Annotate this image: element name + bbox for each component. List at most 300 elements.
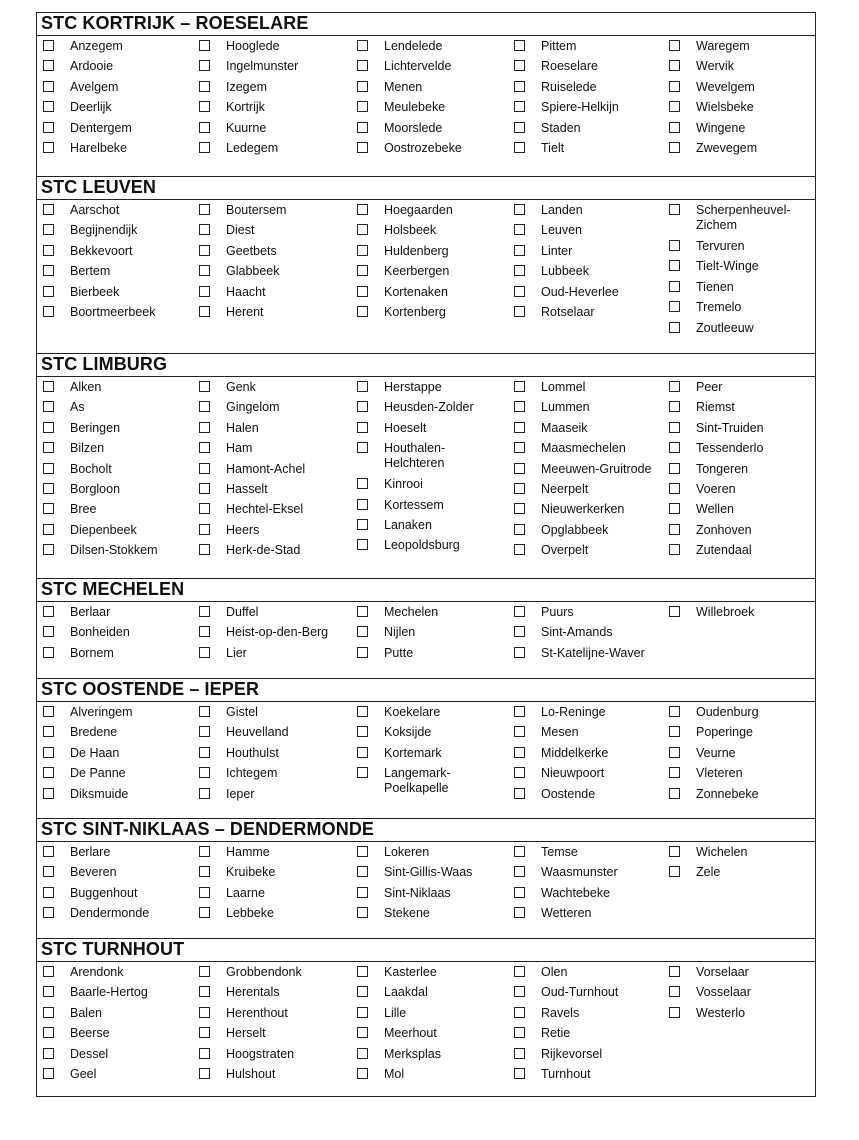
municipality-option[interactable] <box>667 380 823 400</box>
municipality-option[interactable] <box>41 400 197 420</box>
checkbox[interactable] <box>199 1048 210 1059</box>
municipality-option[interactable] <box>355 1067 511 1087</box>
municipality-option[interactable] <box>667 605 823 625</box>
municipality-option[interactable] <box>355 121 511 141</box>
checkbox[interactable] <box>514 767 525 778</box>
municipality-option[interactable] <box>41 1067 197 1087</box>
checkbox[interactable] <box>669 788 680 799</box>
checkbox[interactable] <box>199 606 210 617</box>
municipality-option[interactable] <box>667 1006 823 1026</box>
checkbox[interactable] <box>43 767 54 778</box>
municipality-option[interactable] <box>667 725 823 745</box>
municipality-option[interactable] <box>197 80 353 100</box>
checkbox[interactable] <box>514 606 525 617</box>
municipality-option[interactable] <box>512 285 668 305</box>
municipality-option[interactable] <box>197 59 353 79</box>
checkbox[interactable] <box>357 245 368 256</box>
checkbox[interactable] <box>514 60 525 71</box>
municipality-option[interactable] <box>512 223 668 243</box>
municipality-option[interactable] <box>41 965 197 985</box>
checkbox[interactable] <box>199 887 210 898</box>
municipality-option[interactable] <box>197 244 353 264</box>
municipality-option[interactable] <box>197 746 353 766</box>
municipality-option[interactable] <box>512 605 668 625</box>
municipality-option[interactable] <box>197 1006 353 1026</box>
municipality-option[interactable] <box>41 59 197 79</box>
municipality-option[interactable] <box>197 705 353 725</box>
checkbox[interactable] <box>43 1027 54 1038</box>
checkbox[interactable] <box>43 142 54 153</box>
checkbox[interactable] <box>514 265 525 276</box>
checkbox[interactable] <box>357 478 368 489</box>
municipality-option[interactable] <box>197 906 353 926</box>
municipality-option[interactable] <box>197 605 353 625</box>
municipality-option[interactable] <box>355 725 511 745</box>
municipality-option[interactable] <box>41 746 197 766</box>
checkbox[interactable] <box>357 306 368 317</box>
municipality-option[interactable] <box>41 725 197 745</box>
municipality-option[interactable] <box>197 1067 353 1087</box>
checkbox[interactable] <box>357 81 368 92</box>
checkbox[interactable] <box>514 1027 525 1038</box>
checkbox[interactable] <box>669 260 680 271</box>
municipality-option[interactable] <box>512 121 668 141</box>
checkbox[interactable] <box>669 122 680 133</box>
checkbox[interactable] <box>199 142 210 153</box>
municipality-option[interactable] <box>41 886 197 906</box>
checkbox[interactable] <box>669 1007 680 1018</box>
municipality-option[interactable] <box>512 244 668 264</box>
checkbox[interactable] <box>514 626 525 637</box>
municipality-option[interactable] <box>512 1026 668 1046</box>
checkbox[interactable] <box>43 306 54 317</box>
municipality-option[interactable] <box>197 462 353 482</box>
municipality-option[interactable] <box>512 523 668 543</box>
municipality-option[interactable] <box>355 965 511 985</box>
municipality-option[interactable] <box>197 965 353 985</box>
checkbox[interactable] <box>43 204 54 215</box>
municipality-option[interactable] <box>41 1047 197 1067</box>
municipality-option[interactable] <box>355 605 511 625</box>
checkbox[interactable] <box>669 544 680 555</box>
checkbox[interactable] <box>357 1048 368 1059</box>
municipality-option[interactable] <box>512 502 668 522</box>
municipality-option[interactable] <box>512 906 668 926</box>
checkbox[interactable] <box>199 966 210 977</box>
municipality-option[interactable] <box>667 965 823 985</box>
municipality-option[interactable] <box>667 462 823 482</box>
municipality-option[interactable] <box>41 462 197 482</box>
checkbox[interactable] <box>514 442 525 453</box>
checkbox[interactable] <box>669 401 680 412</box>
checkbox[interactable] <box>43 122 54 133</box>
municipality-option[interactable] <box>512 380 668 400</box>
municipality-option[interactable] <box>667 985 823 1005</box>
municipality-option[interactable] <box>667 746 823 766</box>
municipality-option[interactable] <box>355 498 511 518</box>
checkbox[interactable] <box>199 767 210 778</box>
municipality-option[interactable] <box>512 141 668 161</box>
municipality-option[interactable] <box>667 203 823 239</box>
checkbox[interactable] <box>357 986 368 997</box>
checkbox[interactable] <box>199 1007 210 1018</box>
municipality-option[interactable] <box>667 259 823 279</box>
checkbox[interactable] <box>199 286 210 297</box>
checkbox[interactable] <box>669 142 680 153</box>
municipality-option[interactable] <box>512 100 668 120</box>
checkbox[interactable] <box>514 503 525 514</box>
municipality-option[interactable] <box>41 305 197 325</box>
checkbox[interactable] <box>43 60 54 71</box>
checkbox[interactable] <box>43 647 54 658</box>
municipality-option[interactable] <box>197 1026 353 1046</box>
municipality-option[interactable] <box>512 39 668 59</box>
checkbox[interactable] <box>43 706 54 717</box>
municipality-option[interactable] <box>197 787 353 807</box>
checkbox[interactable] <box>357 866 368 877</box>
checkbox[interactable] <box>43 81 54 92</box>
municipality-option[interactable] <box>355 421 511 441</box>
checkbox[interactable] <box>199 866 210 877</box>
municipality-option[interactable] <box>41 80 197 100</box>
checkbox[interactable] <box>514 463 525 474</box>
municipality-option[interactable] <box>41 906 197 926</box>
municipality-option[interactable] <box>667 100 823 120</box>
municipality-option[interactable] <box>41 285 197 305</box>
checkbox[interactable] <box>357 519 368 530</box>
municipality-option[interactable] <box>197 203 353 223</box>
checkbox[interactable] <box>669 281 680 292</box>
checkbox[interactable] <box>357 966 368 977</box>
municipality-option[interactable] <box>41 865 197 885</box>
checkbox[interactable] <box>43 1068 54 1079</box>
checkbox[interactable] <box>43 606 54 617</box>
checkbox[interactable] <box>514 747 525 758</box>
checkbox[interactable] <box>514 81 525 92</box>
municipality-option[interactable] <box>41 523 197 543</box>
municipality-option[interactable] <box>512 305 668 325</box>
checkbox[interactable] <box>669 442 680 453</box>
checkbox[interactable] <box>357 539 368 550</box>
checkbox[interactable] <box>199 986 210 997</box>
municipality-option[interactable] <box>355 223 511 243</box>
checkbox[interactable] <box>357 846 368 857</box>
municipality-option[interactable] <box>197 421 353 441</box>
municipality-option[interactable] <box>667 766 823 786</box>
checkbox[interactable] <box>514 142 525 153</box>
municipality-option[interactable] <box>512 725 668 745</box>
checkbox[interactable] <box>43 265 54 276</box>
municipality-option[interactable] <box>197 646 353 666</box>
municipality-option[interactable] <box>512 625 668 645</box>
checkbox[interactable] <box>357 606 368 617</box>
checkbox[interactable] <box>357 286 368 297</box>
municipality-option[interactable] <box>197 1047 353 1067</box>
municipality-option[interactable] <box>197 380 353 400</box>
checkbox[interactable] <box>199 224 210 235</box>
municipality-option[interactable] <box>355 80 511 100</box>
municipality-option[interactable] <box>41 845 197 865</box>
checkbox[interactable] <box>514 422 525 433</box>
checkbox[interactable] <box>199 788 210 799</box>
checkbox[interactable] <box>514 1068 525 1079</box>
municipality-option[interactable] <box>512 421 668 441</box>
checkbox[interactable] <box>357 40 368 51</box>
municipality-option[interactable] <box>197 845 353 865</box>
municipality-option[interactable] <box>197 766 353 786</box>
municipality-option[interactable] <box>355 1047 511 1067</box>
checkbox[interactable] <box>357 101 368 112</box>
municipality-option[interactable] <box>41 1026 197 1046</box>
municipality-option[interactable] <box>355 705 511 725</box>
checkbox[interactable] <box>357 706 368 717</box>
municipality-option[interactable] <box>355 59 511 79</box>
municipality-option[interactable] <box>41 605 197 625</box>
checkbox[interactable] <box>357 1027 368 1038</box>
checkbox[interactable] <box>199 122 210 133</box>
checkbox[interactable] <box>199 40 210 51</box>
checkbox[interactable] <box>199 544 210 555</box>
municipality-option[interactable] <box>512 705 668 725</box>
municipality-option[interactable] <box>355 906 511 926</box>
checkbox[interactable] <box>514 706 525 717</box>
municipality-option[interactable] <box>667 845 823 865</box>
municipality-option[interactable] <box>667 787 823 807</box>
checkbox[interactable] <box>514 401 525 412</box>
municipality-option[interactable] <box>41 543 197 563</box>
checkbox[interactable] <box>357 401 368 412</box>
checkbox[interactable] <box>669 301 680 312</box>
municipality-option[interactable] <box>355 264 511 284</box>
municipality-option[interactable] <box>197 223 353 243</box>
checkbox[interactable] <box>514 306 525 317</box>
municipality-option[interactable] <box>355 538 511 558</box>
checkbox[interactable] <box>357 60 368 71</box>
checkbox[interactable] <box>514 846 525 857</box>
checkbox[interactable] <box>514 866 525 877</box>
checkbox[interactable] <box>43 986 54 997</box>
municipality-option[interactable] <box>667 705 823 725</box>
checkbox[interactable] <box>43 626 54 637</box>
checkbox[interactable] <box>199 1068 210 1079</box>
municipality-option[interactable] <box>667 80 823 100</box>
municipality-option[interactable] <box>667 39 823 59</box>
municipality-option[interactable] <box>512 400 668 420</box>
municipality-option[interactable] <box>197 400 353 420</box>
checkbox[interactable] <box>357 381 368 392</box>
checkbox[interactable] <box>43 40 54 51</box>
municipality-option[interactable] <box>512 203 668 223</box>
municipality-option[interactable] <box>355 886 511 906</box>
municipality-option[interactable] <box>41 223 197 243</box>
checkbox[interactable] <box>514 544 525 555</box>
checkbox[interactable] <box>199 726 210 737</box>
checkbox[interactable] <box>514 907 525 918</box>
checkbox[interactable] <box>199 706 210 717</box>
checkbox[interactable] <box>43 524 54 535</box>
checkbox[interactable] <box>514 524 525 535</box>
checkbox[interactable] <box>199 647 210 658</box>
municipality-option[interactable] <box>512 441 668 461</box>
municipality-option[interactable] <box>41 264 197 284</box>
municipality-option[interactable] <box>197 141 353 161</box>
municipality-option[interactable] <box>667 300 823 320</box>
municipality-option[interactable] <box>41 121 197 141</box>
checkbox[interactable] <box>199 483 210 494</box>
checkbox[interactable] <box>669 81 680 92</box>
checkbox[interactable] <box>357 1068 368 1079</box>
checkbox[interactable] <box>199 245 210 256</box>
municipality-option[interactable] <box>41 646 197 666</box>
municipality-option[interactable] <box>512 1047 668 1067</box>
checkbox[interactable] <box>514 788 525 799</box>
checkbox[interactable] <box>669 726 680 737</box>
checkbox[interactable] <box>43 245 54 256</box>
checkbox[interactable] <box>514 647 525 658</box>
checkbox[interactable] <box>199 265 210 276</box>
checkbox[interactable] <box>514 381 525 392</box>
checkbox[interactable] <box>43 503 54 514</box>
municipality-option[interactable] <box>667 523 823 543</box>
municipality-option[interactable] <box>197 100 353 120</box>
municipality-option[interactable] <box>512 985 668 1005</box>
checkbox[interactable] <box>357 887 368 898</box>
municipality-option[interactable] <box>355 39 511 59</box>
municipality-option[interactable] <box>355 746 511 766</box>
municipality-option[interactable] <box>197 441 353 461</box>
checkbox[interactable] <box>43 101 54 112</box>
municipality-option[interactable] <box>667 865 823 885</box>
checkbox[interactable] <box>514 986 525 997</box>
checkbox[interactable] <box>669 986 680 997</box>
checkbox[interactable] <box>669 483 680 494</box>
checkbox[interactable] <box>669 204 680 215</box>
municipality-option[interactable] <box>355 985 511 1005</box>
checkbox[interactable] <box>199 381 210 392</box>
municipality-option[interactable] <box>512 865 668 885</box>
municipality-option[interactable] <box>197 985 353 1005</box>
municipality-option[interactable] <box>197 285 353 305</box>
municipality-option[interactable] <box>355 1006 511 1026</box>
municipality-option[interactable] <box>512 787 668 807</box>
municipality-option[interactable] <box>355 646 511 666</box>
checkbox[interactable] <box>669 767 680 778</box>
municipality-option[interactable] <box>197 39 353 59</box>
checkbox[interactable] <box>43 422 54 433</box>
municipality-option[interactable] <box>41 766 197 786</box>
municipality-option[interactable] <box>41 380 197 400</box>
checkbox[interactable] <box>199 524 210 535</box>
checkbox[interactable] <box>357 647 368 658</box>
municipality-option[interactable] <box>512 646 668 666</box>
checkbox[interactable] <box>669 322 680 333</box>
municipality-option[interactable] <box>355 1026 511 1046</box>
municipality-option[interactable] <box>667 400 823 420</box>
municipality-option[interactable] <box>41 1006 197 1026</box>
municipality-option[interactable] <box>512 462 668 482</box>
checkbox[interactable] <box>199 503 210 514</box>
checkbox[interactable] <box>514 726 525 737</box>
checkbox[interactable] <box>514 245 525 256</box>
checkbox[interactable] <box>669 101 680 112</box>
checkbox[interactable] <box>514 204 525 215</box>
checkbox[interactable] <box>357 1007 368 1018</box>
municipality-option[interactable] <box>197 725 353 745</box>
checkbox[interactable] <box>669 60 680 71</box>
checkbox[interactable] <box>514 1048 525 1059</box>
municipality-option[interactable] <box>41 244 197 264</box>
checkbox[interactable] <box>669 422 680 433</box>
checkbox[interactable] <box>669 381 680 392</box>
municipality-option[interactable] <box>667 421 823 441</box>
municipality-option[interactable] <box>197 482 353 502</box>
checkbox[interactable] <box>357 265 368 276</box>
municipality-option[interactable] <box>667 543 823 563</box>
checkbox[interactable] <box>514 483 525 494</box>
municipality-option[interactable] <box>197 886 353 906</box>
municipality-option[interactable] <box>41 421 197 441</box>
checkbox[interactable] <box>669 706 680 717</box>
municipality-option[interactable] <box>355 305 511 325</box>
checkbox[interactable] <box>43 1048 54 1059</box>
municipality-option[interactable] <box>355 477 511 497</box>
checkbox[interactable] <box>357 626 368 637</box>
municipality-option[interactable] <box>41 39 197 59</box>
municipality-option[interactable] <box>667 441 823 461</box>
checkbox[interactable] <box>43 887 54 898</box>
checkbox[interactable] <box>357 422 368 433</box>
municipality-option[interactable] <box>41 502 197 522</box>
checkbox[interactable] <box>514 40 525 51</box>
municipality-option[interactable] <box>355 518 511 538</box>
checkbox[interactable] <box>43 224 54 235</box>
municipality-option[interactable] <box>355 141 511 161</box>
checkbox[interactable] <box>43 846 54 857</box>
checkbox[interactable] <box>357 907 368 918</box>
checkbox[interactable] <box>669 524 680 535</box>
municipality-option[interactable] <box>667 239 823 259</box>
municipality-option[interactable] <box>41 705 197 725</box>
checkbox[interactable] <box>43 442 54 453</box>
checkbox[interactable] <box>199 306 210 317</box>
checkbox[interactable] <box>199 747 210 758</box>
checkbox[interactable] <box>514 101 525 112</box>
municipality-option[interactable] <box>667 482 823 502</box>
checkbox[interactable] <box>357 767 368 778</box>
checkbox[interactable] <box>357 499 368 510</box>
municipality-option[interactable] <box>355 845 511 865</box>
checkbox[interactable] <box>514 286 525 297</box>
checkbox[interactable] <box>199 204 210 215</box>
checkbox[interactable] <box>357 224 368 235</box>
municipality-option[interactable] <box>197 543 353 563</box>
checkbox[interactable] <box>199 60 210 71</box>
checkbox[interactable] <box>514 1007 525 1018</box>
municipality-option[interactable] <box>41 625 197 645</box>
checkbox[interactable] <box>669 747 680 758</box>
municipality-option[interactable] <box>512 886 668 906</box>
checkbox[interactable] <box>357 726 368 737</box>
checkbox[interactable] <box>199 907 210 918</box>
checkbox[interactable] <box>669 866 680 877</box>
checkbox[interactable] <box>669 40 680 51</box>
checkbox[interactable] <box>199 401 210 412</box>
checkbox[interactable] <box>199 422 210 433</box>
checkbox[interactable] <box>357 122 368 133</box>
municipality-option[interactable] <box>355 244 511 264</box>
checkbox[interactable] <box>357 442 368 453</box>
municipality-option[interactable] <box>355 865 511 885</box>
